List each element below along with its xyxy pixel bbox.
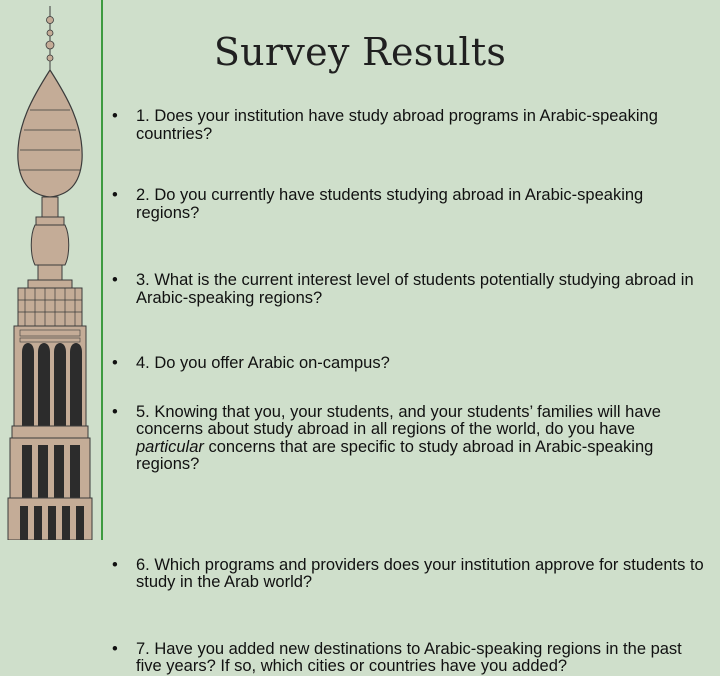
bullet-item-5-emphasis: particular bbox=[136, 437, 204, 456]
bullet-item-3: • 3. What is the current interest level of students potentially studying abroad in Arabic-speaking regions? bbox=[112, 272, 707, 307]
bullet-item-7: • 7. Have you added new destinations to Arabic-speaking regions in the past five years? If so, which cities or countries have you added? bbox=[112, 641, 707, 676]
bullet-item-6: • 6. Which programs and providers does your institution approve for students to study in the Arab world? bbox=[112, 557, 707, 592]
slide-title: Survey Results bbox=[213, 30, 507, 74]
minaret-illustration bbox=[0, 0, 100, 540]
bullet-list bbox=[112, 95, 707, 675]
bullet-item-5 bbox=[112, 404, 707, 474]
bullet-item-4: • 4. Do you offer Arabic on-campus? bbox=[112, 355, 707, 373]
bullet-item-1: • 1. Does your institution have study abroad programs in Arabic-speaking countries? bbox=[112, 108, 707, 143]
vertical-divider bbox=[101, 0, 103, 540]
bullet-item-5-text-after: concerns that are specific to study abroad in Arabic-speaking regions? bbox=[136, 437, 654, 473]
bullet-item-2: • 2. Do you currently have students studying abroad in Arabic-speaking regions? bbox=[112, 187, 707, 222]
bullet-item-5-text-before: 5. Knowing that you, your students, and your students’ families will have concerns about study abroad in all regions of the world, do you have bbox=[136, 402, 661, 438]
